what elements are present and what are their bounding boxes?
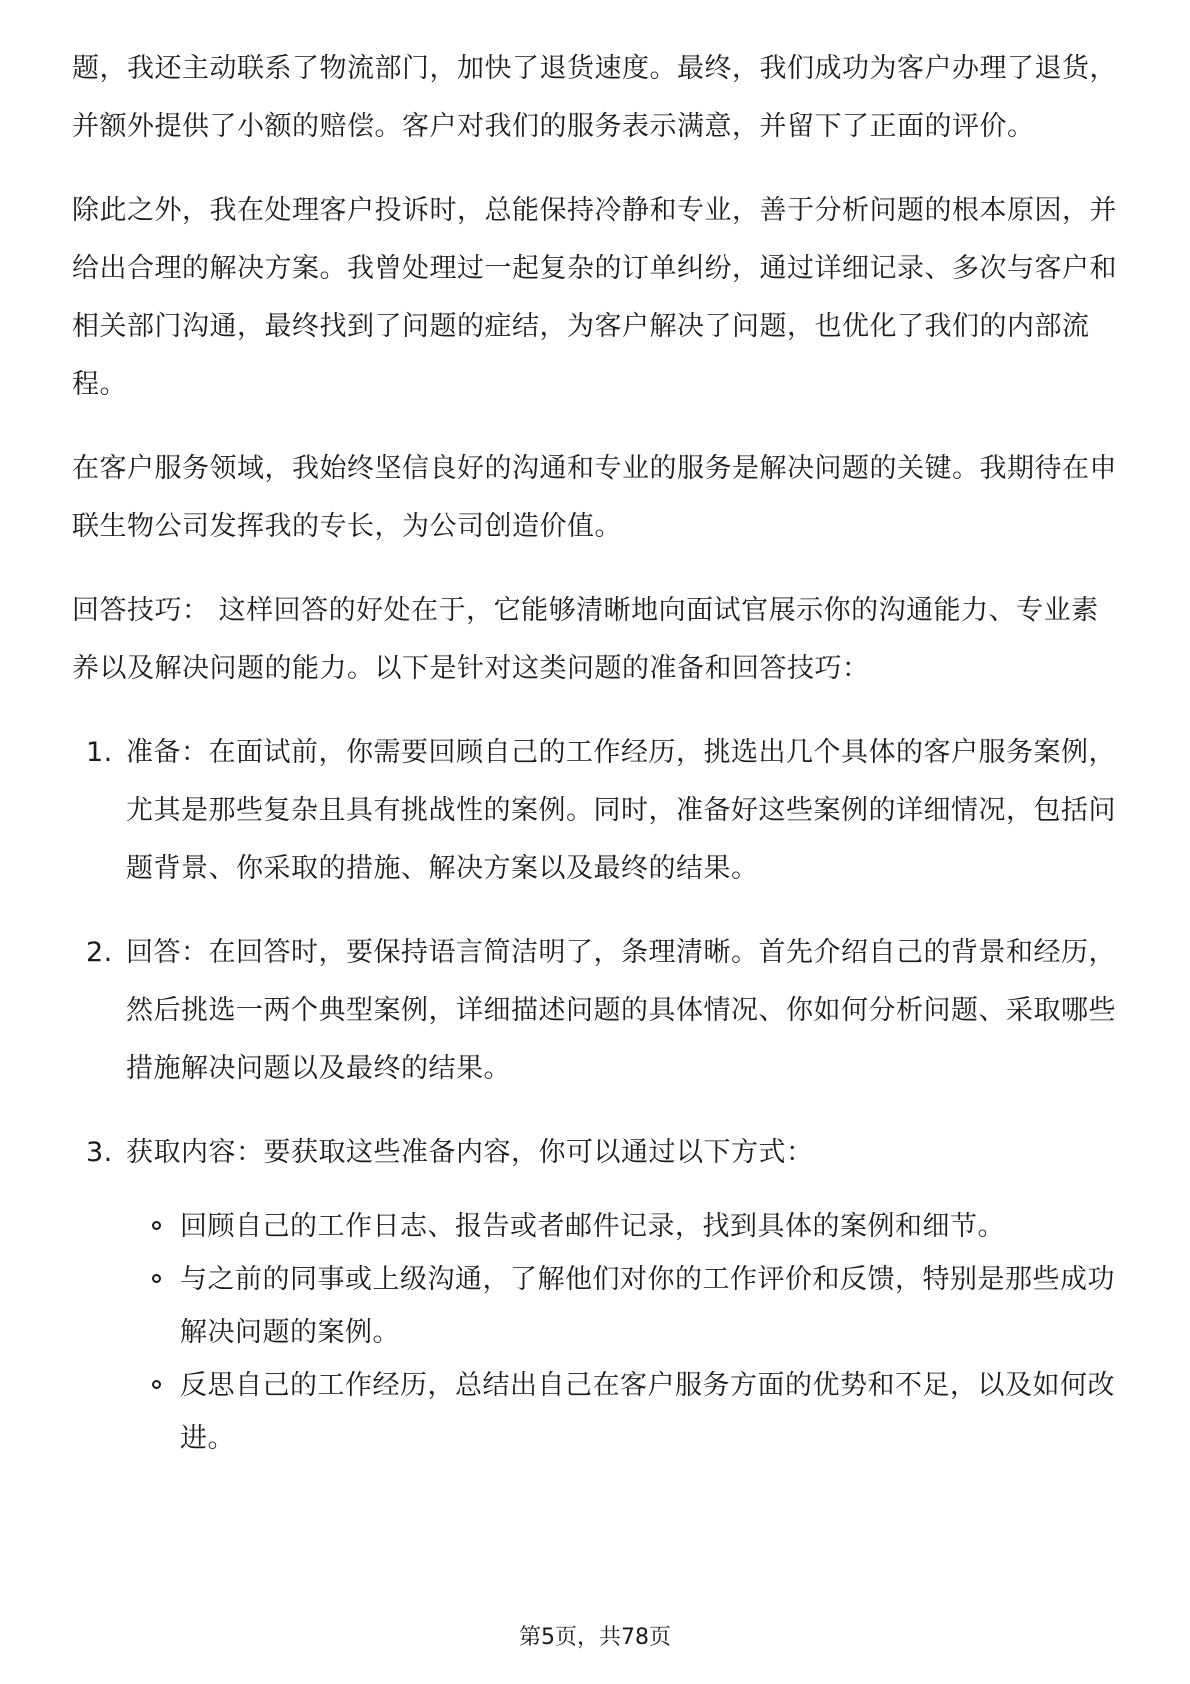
bullet-circle-icon xyxy=(152,1380,161,1389)
list-item-text: 获取内容：要获取这些准备内容，你可以通过以下方式： xyxy=(126,1137,814,1168)
sub-list-item xyxy=(126,1253,1118,1359)
sub-list-item-text: 反思自己的工作经历，总结出自己在客户服务方面的优势和不足，以及如何改进。 xyxy=(180,1370,1115,1454)
paragraph: 在客户服务领域，我始终坚信良好的沟通和专业的服务是解决问题的关键。我期待在申联生物公司发挥我的专长，为公司创造价值。 xyxy=(72,453,1117,542)
answer-tips-paragraph: 回答技巧： 这样回答的好处在于，它能够清晰地向面试官展示你的沟通能力、专业素养以及解决问题的能力。以下是针对这类问题的准备和回答技巧： xyxy=(72,595,1099,684)
paragraph: 除此之外，我在处理客户投诉时，总能保持冷静和专业，善于分析问题的根本原因，并给出合理的解决方案。我曾处理过一起复杂的订单纠纷，通过详细记录、多次与客户和相关部门沟通，最终找到了问题的症结，为客户解决了问题，也优化了我们的内部流程。 xyxy=(72,195,1117,400)
list-number: 2. xyxy=(86,937,113,968)
list-item-text: 回答：在回答时，要保持语言简洁明了，条理清晰。首先介绍自己的背景和经历，然后挑选一两个典型案例，详细描述问题的具体情况、你如何分析问题、采取哪些措施解决问题以及最终的结果。 xyxy=(126,937,1116,1084)
list-item-text: 准备：在面试前，你需要回顾自己的工作经历，挑选出几个具体的客户服务案例，尤其是那些复杂且具有挑战性的案例。同时，准备好这些案例的详细情况，包括问题背景、你采取的措施、解决方案以及最终的结果。 xyxy=(126,737,1116,884)
sub-list-item-text: 与之前的同事或上级沟通，了解他们对你的工作评价和反馈，特别是那些成功解决问题的案例。 xyxy=(180,1264,1115,1348)
tips-list xyxy=(72,724,1118,1465)
sub-list-item xyxy=(126,1200,1118,1253)
bullet-circle-icon xyxy=(152,1221,161,1230)
list-number: 3. xyxy=(86,1137,113,1168)
document-body xyxy=(72,40,1118,1491)
list-number: 1. xyxy=(86,737,113,768)
page-number-footer: 第5页，共78页 xyxy=(519,1625,671,1650)
list-item xyxy=(72,724,1118,898)
sub-list xyxy=(126,1200,1118,1465)
sub-list-item-text: 回顾自己的工作日志、报告或者邮件记录，找到具体的案例和细节。 xyxy=(180,1211,1005,1242)
list-item xyxy=(72,924,1118,1098)
paragraph: 题，我还主动联系了物流部门，加快了退货速度。最终，我们成功为客户办理了退货，并额外提供了小额的赔偿。客户对我们的服务表示满意，并留下了正面的评价。 xyxy=(72,53,1117,142)
bullet-circle-icon xyxy=(152,1274,161,1283)
sub-list-item xyxy=(126,1359,1118,1465)
list-item xyxy=(72,1124,1118,1465)
